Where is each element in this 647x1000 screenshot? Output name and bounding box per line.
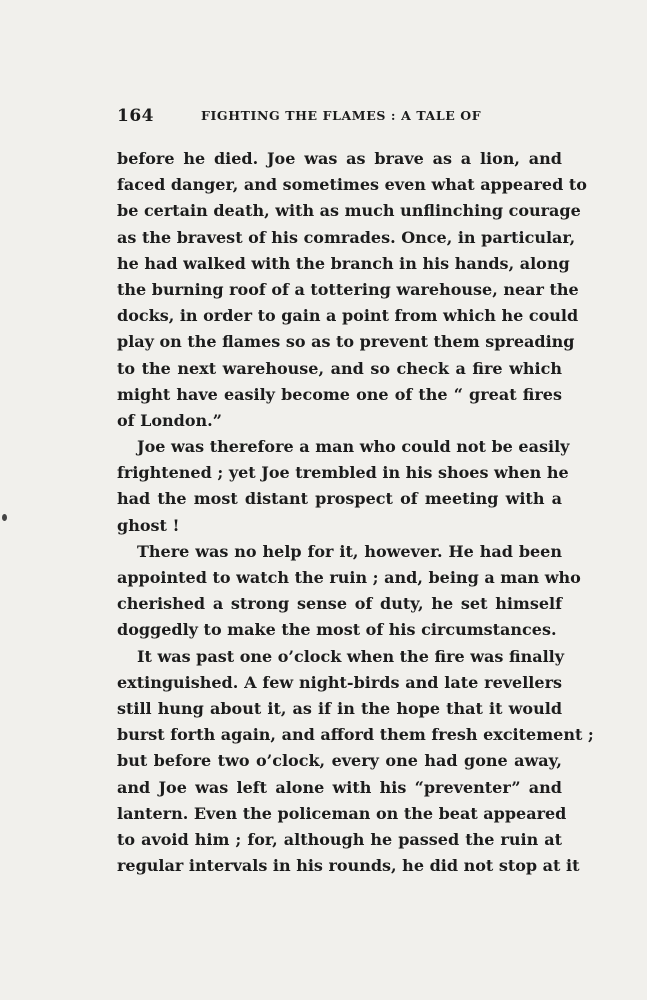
- text-line: Joe was therefore a man who could not be easily: [137, 437, 570, 457]
- text-line: might have easily become one of the “ great fires: [117, 384, 562, 404]
- text-line: before he died. Joe was as brave as a lion, and: [117, 149, 562, 168]
- text-line: burst forth again, and afford them fresh excitement ;: [117, 725, 594, 745]
- text-line: as the bravest of his comrades. Once, in particular,: [117, 227, 576, 247]
- page-header: [117, 106, 559, 128]
- text-line: regular intervals in his rounds, he did not stop at it: [117, 856, 580, 876]
- text-line: faced danger, and sometimes even what appeared to: [117, 175, 587, 195]
- text-line: and Joe was left alone with his “preventer” and: [117, 777, 562, 797]
- text-line: appointed to watch the ruin ; and, being a man who: [117, 568, 581, 587]
- page-number: 164: [117, 106, 154, 126]
- text-line: extinguished. A few night-birds and late revellers: [117, 672, 562, 692]
- text-line: There was no help for it, however. He had been: [137, 541, 562, 561]
- text-line: ghost !: [117, 515, 180, 535]
- text-line: be certain death, with as much unflinching courage: [117, 201, 581, 221]
- text-line: the burning roof of a tottering warehouse, near the: [117, 279, 579, 299]
- body-text: [117, 146, 594, 879]
- text-line: docks, in order to gain a point from which he could: [117, 306, 579, 326]
- text-line: of London.”: [117, 410, 222, 430]
- text-line: It was past one o’clock when the fire was finally: [137, 646, 565, 666]
- text-line: had the most distant prospect of meeting with a: [117, 489, 562, 509]
- text-line: to avoid him ; for, although he passed the ruin at: [117, 829, 562, 849]
- text-line: to the next warehouse, and so check a fire which: [117, 358, 562, 378]
- text-line: doggedly to make the most of his circumstances.: [117, 620, 557, 640]
- text-line: lantern. Even the policeman on the beat appeared: [117, 803, 567, 823]
- text-line: frightened ; yet Joe trembled in his shoes when he: [117, 463, 569, 483]
- text-line: play on the flames so as to prevent them spreading: [117, 332, 575, 352]
- text-line: he had walked with the branch in his hands, along: [117, 253, 570, 273]
- text-line: but before two o’clock, every one had gone away,: [117, 751, 562, 771]
- running-title: FIGHTING THE FLAMES : A TALE OF: [201, 108, 482, 123]
- text-line: still hung about it, as if in the hope that it would: [117, 698, 562, 718]
- ink-speck: [2, 514, 7, 521]
- text-line: cherished a strong sense of duty, he set himself: [117, 594, 562, 614]
